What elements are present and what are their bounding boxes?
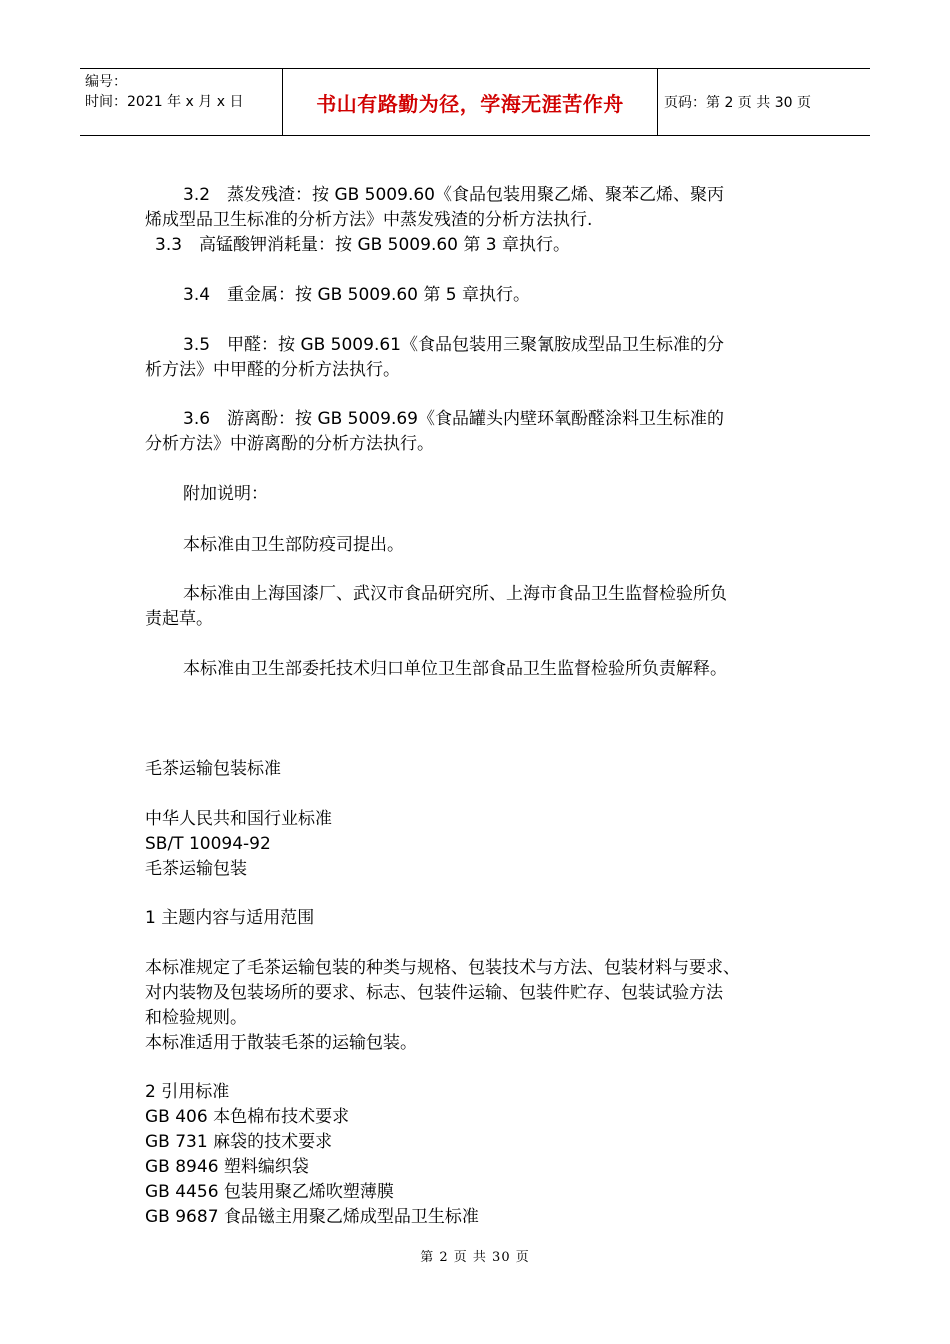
paragraph-line: 和检验规则。 [145, 1008, 247, 1028]
paragraph-line: 3.5 甲醛：按 GB 5009.61《食品包装用三聚氰胺成型品卫生标准的分 [183, 335, 724, 355]
reference-item: GB 8946 塑料编织袋 [145, 1157, 309, 1177]
header-motto: 书山有路勤为径，学海无涯苦作舟 [282, 69, 658, 135]
section-heading: 2 引用标准 [145, 1082, 230, 1102]
standard-code: SB/T 10094-92 [145, 834, 271, 854]
reference-item: GB 4456 包装用聚乙烯吹塑薄膜 [145, 1182, 394, 1202]
paragraph-line: 附加说明： [183, 484, 268, 504]
reference-item: GB 406 本色棉布技术要求 [145, 1107, 350, 1127]
page-header [80, 68, 870, 136]
paragraph-line: 本标准适用于散装毛茶的运输包装。 [145, 1033, 417, 1053]
paragraph-line: 3.3 高锰酸钾消耗量：按 GB 5009.60 第 3 章执行。 [155, 235, 571, 255]
header-meta [80, 69, 282, 135]
paragraph-line: 本标准由卫生部防疫司提出。 [183, 535, 404, 555]
header-number: 编号： [85, 74, 127, 90]
paragraph-line: 毛茶运输包装 [145, 859, 247, 879]
page-footer: 第 2 页 共 30 页 [420, 1250, 530, 1265]
section-title: 毛茶运输包装标准 [145, 759, 281, 779]
paragraph-line: 本标准由卫生部委托技术归口单位卫生部食品卫生监督检验所负责解释。 [183, 659, 727, 679]
paragraph-line: 本标准规定了毛茶运输包装的种类与规格、包装技术与方法、包装材料与要求、 [145, 958, 740, 978]
header-page-info: 页码：第 2 页 共 30 页 [664, 95, 811, 111]
paragraph-line: 分析方法》中游离酚的分析方法执行。 [145, 434, 434, 454]
paragraph-line: 3.2 蒸发残渣：按 GB 5009.60《食品包装用聚乙烯、聚苯乙烯、聚丙 [183, 185, 724, 205]
paragraph-line: 3.4 重金属：按 GB 5009.60 第 5 章执行。 [183, 285, 531, 305]
section-heading: 1 主题内容与适用范围 [145, 908, 315, 928]
paragraph-line: 对内装物及包装场所的要求、标志、包装件运输、包装件贮存、包装试验方法 [145, 983, 723, 1003]
paragraph-line: 烯成型品卫生标准的分析方法》中蒸发残渣的分析方法执行. [145, 210, 593, 230]
paragraph-line: 中华人民共和国行业标准 [145, 809, 332, 829]
paragraph-line: 3.6 游离酚：按 GB 5009.69《食品罐头内壁环氧酚醛涂料卫生标准的 [183, 409, 724, 429]
reference-item: GB 731 麻袋的技术要求 [145, 1132, 333, 1152]
paragraph-line: 析方法》中甲醛的分析方法执行。 [145, 360, 400, 380]
header-time: 时间：2021 年 x 月 x 日 [85, 94, 244, 110]
reference-item: GB 9687 食品镃主用聚乙烯成型品卫生标准 [145, 1207, 479, 1227]
paragraph-line: 责起草。 [145, 609, 213, 629]
paragraph-line: 本标准由上海国漆厂、武汉市食品研究所、上海市食品卫生监督检验所负 [183, 584, 727, 604]
